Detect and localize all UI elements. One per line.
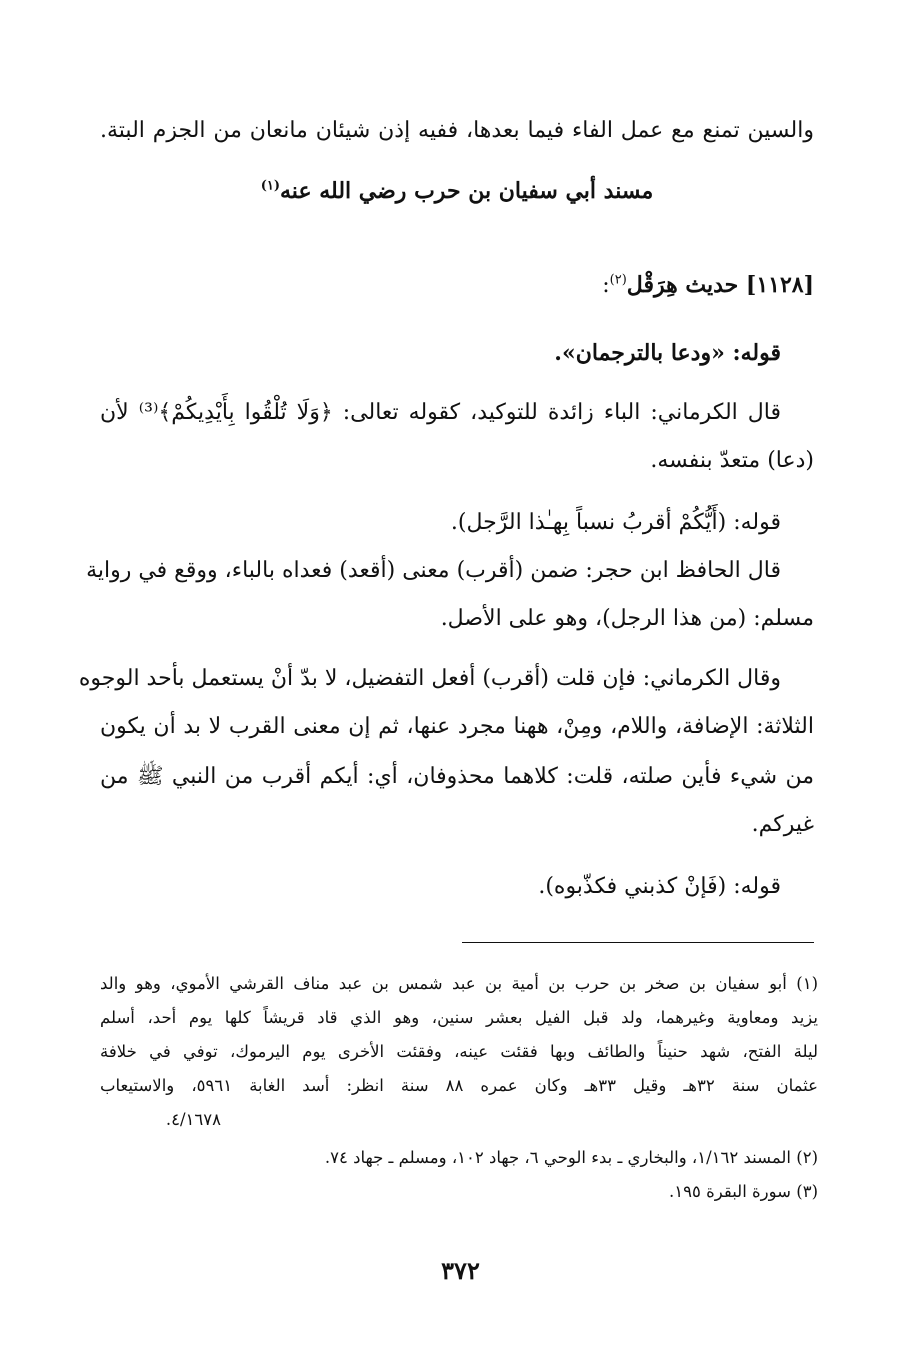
body-line-1: والسين تمنع مع عمل الفاء فيما بعدها، ففيه إذن شيئان مانعان من الجزم البتة. (100, 118, 814, 143)
hadith-heading-footnote-ref: (٢) (609, 272, 627, 288)
footnote-3: (٣) سورة البقرة ١٩٥. (669, 1182, 818, 1201)
body-line-11: غيركم. (751, 812, 814, 837)
body-line-3: قال الكرماني: الباء زائدة للتوكيد، كقوله تعالى: ﴿وَلَا تُلْقُوا بِأَيْدِيكُمْ﴾⁽³⁾ لأن (100, 400, 781, 425)
footnote-1-line-2: يزيد ومعاوية وغيرهما، ولد قبل الفيل بعشر سنين، وهو الذي قاد قريشاً كلها يوم أحد، أسلم (100, 1008, 818, 1027)
body-line-9: الثلاثة: الإضافة، واللام، ومِنْ، ههنا مجرد عنها، ثم إن معنى القرب لا بد أن يكون (100, 714, 814, 739)
body-line-5: قوله: (أَيُّكُمْ أقربُ نسباً بِهـٰذا الرَّجل). (450, 510, 781, 535)
section-heading (100, 176, 814, 206)
footnote-separator (462, 942, 814, 943)
page-number: ٣٧٢ (441, 1256, 480, 1285)
body-line-12: قوله: (فَإنْ كذبني فكذّبوه). (538, 874, 781, 899)
hadith-heading (100, 270, 814, 301)
footnote-1-line-5: ٤/١٦٧٨. (165, 1110, 221, 1129)
body-line-6: قال الحافظ ابن حجر: ضمن (أقرب) معنى (أقعد) فعداه بالباء، ووقع في رواية (86, 558, 781, 583)
body-line-4: (دعا) متعدّ بنفسه. (650, 448, 814, 473)
hadith-heading-text: [١١٢٨] حديث هِرَقْل (626, 272, 814, 298)
body-line-8: وقال الكرماني: فإن قلت (أقرب) أفعل التفضيل، لا بدّ أنْ يستعمل بأحد الوجوه (78, 666, 781, 691)
hadith-heading-colon: : (602, 273, 610, 298)
section-heading-footnote-ref: (١) (260, 178, 281, 194)
footnote-1-line-4: عثمان سنة ٣٢هـ وقيل ٣٣هـ وكان عمره ٨٨ سنة انظر: أسد الغابة ٥٩٦١، والاستيعاب (100, 1076, 819, 1095)
section-heading-text: مسند أبي سفيان بن حرب رضي الله عنه (280, 178, 654, 204)
footnote-1-line-3: ليلة الفتح، شهد حنيناً والطائف وبها فقئت عينه، وفقئت الأخرى يوم اليرموك، توفي في خلافة (100, 1042, 818, 1061)
footnote-1-line-1: (١) أبو سفيان بن صخر بن حرب بن أمية بن عبد شمس بن عبد مناف القرشي الأموي، وهو والد (100, 974, 818, 993)
footnote-2: (٢) المسند ١/١٦٢، والبخاري ـ بدء الوحي ٦، جهاد ١٠٢، ومسلم ـ جهاد ٧٤. (324, 1148, 818, 1167)
body-line-7: مسلم: (من هذا الرجل)، وهو على الأصل. (440, 606, 814, 631)
body-line-10: من شيء فأين صلته، قلت: كلاهما محذوفان، أي: أيكم أقرب من النبي ﷺ من (100, 764, 814, 789)
body-line-2: قوله: «ودعا بالترجمان». (554, 340, 781, 366)
